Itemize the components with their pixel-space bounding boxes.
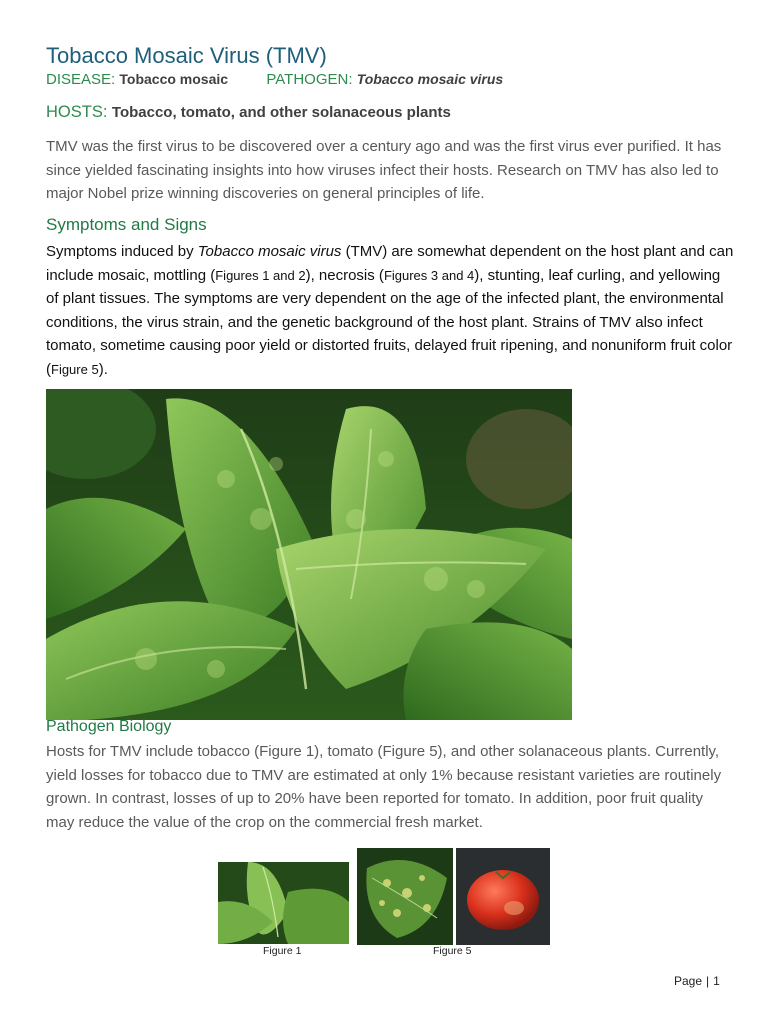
document-title: Tobacco Mosaic Virus (TMV) xyxy=(46,43,327,68)
pathogen-biology-paragraph: Hosts for TMV include tobacco (Figure 1), tomato (Figure 5), and other solanaceous plants. Currently, yield losses for tobacco due to TMV are estimated at only 1% because resistant varieties are routinely grown. In contrast, losses of up to 20% have been reported for tomato. In addition, poor fruit quality may reduce the value of the crop on the commercial fresh market. xyxy=(46,743,722,831)
virus-name-italic: Tobacco mosaic virus xyxy=(197,243,342,260)
symptoms-paragraph xyxy=(46,240,736,381)
tobacco-plant-photo xyxy=(46,389,572,720)
figure-5-tomato-thumbnail xyxy=(456,848,550,945)
figure-5-leaf-thumbnail xyxy=(357,848,453,945)
hosts-label: HOSTS: xyxy=(46,103,108,121)
page-separator: | xyxy=(706,974,710,988)
figure-5-caption: Figure 5 xyxy=(433,945,472,957)
symptoms-text-1: Symptoms induced by xyxy=(46,243,198,260)
intro-paragraph: TMV was the first virus to be discovered over a century ago and was the first virus ever purified. It has since yielded fascinating insights into how viruses infect their hosts. Research on TMV has also led to major Nobel prize winning discoveries on general principles of life. xyxy=(46,138,722,202)
page-label: Page xyxy=(674,974,703,988)
figure-ref-3-4: Figures 3 and 4 xyxy=(383,267,475,283)
figure-ref-5: Figure 5 xyxy=(51,361,99,377)
disease-value: Tobacco mosaic xyxy=(119,71,229,87)
hosts-value: Tobacco, tomato, and other solanaceous plants xyxy=(111,104,451,121)
pathogen-biology-heading: Pathogen Biology xyxy=(46,718,172,735)
disease-pathogen-line xyxy=(46,71,503,88)
disease-label: DISEASE: xyxy=(46,71,116,88)
symptoms-heading: Symptoms and Signs xyxy=(46,215,207,234)
symptoms-text-4: ), stunting, leaf curling, and yellowing of plant tissues. The symptoms are very dependent on the age of the infected plant, the environmental conditions, the virus strain, and the genetic background of the host plant. Strains of TMV also infect tomato, sometime causing poor yield or distorted fruits, delayed fruit ripening, and nonuniform fruit color ( xyxy=(46,266,733,378)
symptoms-text-3: ), necrosis ( xyxy=(305,266,384,284)
pathogen-value: Tobacco mosaic virus xyxy=(356,71,504,87)
symptoms-text-5: ). xyxy=(98,360,108,378)
symptoms-text-2: (TMV) are somewhat dependent on the host plant and can include mosaic, mottling ( xyxy=(46,243,734,284)
page-number: 1 xyxy=(713,974,720,988)
figure-ref-1-2: Figures 1 and 2 xyxy=(215,267,306,283)
page-footer xyxy=(674,974,720,988)
pathogen-label: PATHOGEN: xyxy=(266,71,353,88)
figure-1-tobacco-thumbnail xyxy=(218,862,349,944)
figure-1-caption: Figure 1 xyxy=(263,945,302,957)
hosts-line xyxy=(46,103,451,122)
